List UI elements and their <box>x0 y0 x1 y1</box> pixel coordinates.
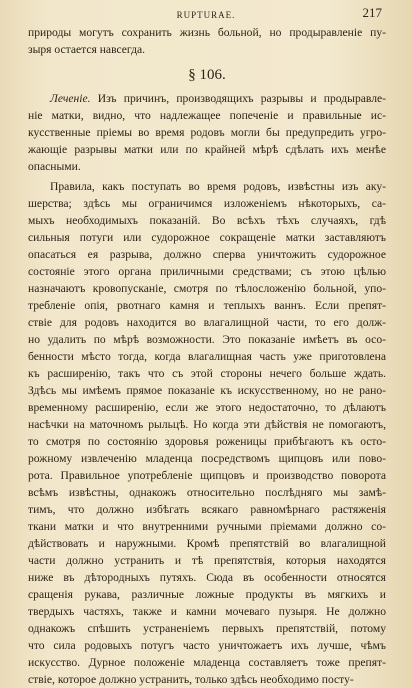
text-line: требленіе опія, рвотнаго камня и теплыхъ ваннъ. Если препят- <box>28 299 386 312</box>
paragraph-first-line <box>28 90 386 107</box>
text-line: что сила родовыхъ потугъ часто уничтожаетъ ихъ лучше, чѣмъ <box>28 639 386 652</box>
lead-word: Леченіе. <box>50 92 91 105</box>
text-line: опасаться ея разрыва, должно сперва уничтожить судорожное <box>28 248 386 261</box>
text-line: всѣмъ извѣстны, однакожъ относительно послѣдняго мы замѣ- <box>28 486 386 499</box>
text-line: Здѣсь мы имѣемъ прямое показаніе къ искусственному, но не рано- <box>28 384 386 397</box>
continued-text <box>28 24 386 58</box>
text-line: ствіе, которое должно устранить, только здѣсь необходимо посту- <box>28 673 354 686</box>
text-line: ствіе для родовъ находится во влагалищной части, то его долж- <box>28 316 386 329</box>
first-line-text: Изъ причинъ, производящихъ разрывы и продыравле- <box>90 92 386 105</box>
text-line: къ расширенію, такъ что съ этой стороны нечего больше ждать. <box>28 367 386 380</box>
text-line: сильныя потуги или судорожное сокращеніе матки заставляютъ <box>28 231 386 244</box>
page-number: 217 <box>362 5 382 20</box>
text-line: искусство. Дурное положеніе младенца составляетъ тоже препят- <box>28 656 386 669</box>
text-line: назначаютъ кровопусканіе, смотря по тѣлосложенію больной, упо- <box>28 282 386 295</box>
text-line: состояніе этого органа приличными средствами; съ этою цѣлью <box>28 265 386 278</box>
text-line: рота. Правильное употребленіе щипцовъ и производство поворота <box>28 469 386 482</box>
text-line: ніе матки, видно, что надлежащее попеченіе и правильные ис- <box>28 109 386 122</box>
text-line: кусственные пріемы во время родовъ могли бы предупредить угро- <box>28 126 386 139</box>
paragraph-rules <box>28 178 386 688</box>
text-line: насѣчки на маточномъ рыльцѣ. Но когда эти дѣйствія не помогаютъ, <box>28 418 386 431</box>
text-line: дѣйствовать и наружными. Кромѣ препятствій во влагалищной <box>28 537 386 550</box>
text-line: однакожъ спѣшить устраненіемъ первыхъ препятствій, потому <box>28 622 386 635</box>
page-body <box>28 24 386 688</box>
text-line: жающіе разрывы матки или по крайней мѣрѣ сдѣлать ихъ менѣе <box>28 143 386 156</box>
running-title: RUPTURAE. <box>176 10 236 20</box>
text-line: ткани матки и что внутренними ручными пріемами должно со- <box>28 520 386 533</box>
section-heading: § 106. <box>188 67 226 83</box>
paragraph-treatment <box>28 90 386 175</box>
text-line: мыхъ необходимыхъ показаній. Во всѣхъ тѣхъ случаяхъ, гдѣ <box>28 214 386 227</box>
text-line: природы могутъ сохранить жизнь больной, но продыравленіе пу- <box>28 26 386 39</box>
text-line: зыря остается навсегда. <box>28 43 146 56</box>
text-line: рожному извлеченію младенца посредствомъ щипцовъ или пово- <box>28 452 386 465</box>
text-line: то смотря по состоянію здоровья роженицы прибѣгаютъ къ осто- <box>28 435 386 448</box>
text-line: сращенія рукава, различные ложные продукты въ мягкихъ и <box>28 588 386 601</box>
text-line: части должно устранить и тѣ препятствія, которыя находятся <box>28 554 386 567</box>
text-line: но удалить по мѣрѣ возможности. Это показаніе имѣетъ въ осо- <box>28 333 386 346</box>
text-line: ниже въ дѣтородныхъ путяхъ. Сюда въ особенности относятся <box>28 571 386 584</box>
text-line: Правила, какъ поступать во время родовъ, извѣстны изъ аку- <box>50 180 386 193</box>
text-line: твердыхъ частяхъ, также и камни мочеваго пузыря. Не должно <box>28 605 386 618</box>
text-line: тимъ, что должно избѣгать всякаго равномѣрнаго растяженія <box>28 503 386 516</box>
text-line: временному расширенію, если же этого недостаточно, то дѣлаютъ <box>28 401 386 414</box>
text-line: шерства; здѣсь мы ограничимся изложеніемъ нѣкоторыхъ, са- <box>28 197 386 210</box>
text-line: опасными. <box>28 160 81 173</box>
text-line: бенности мѣсто тогда, когда влагалищная часть уже приготовлена <box>28 350 386 363</box>
